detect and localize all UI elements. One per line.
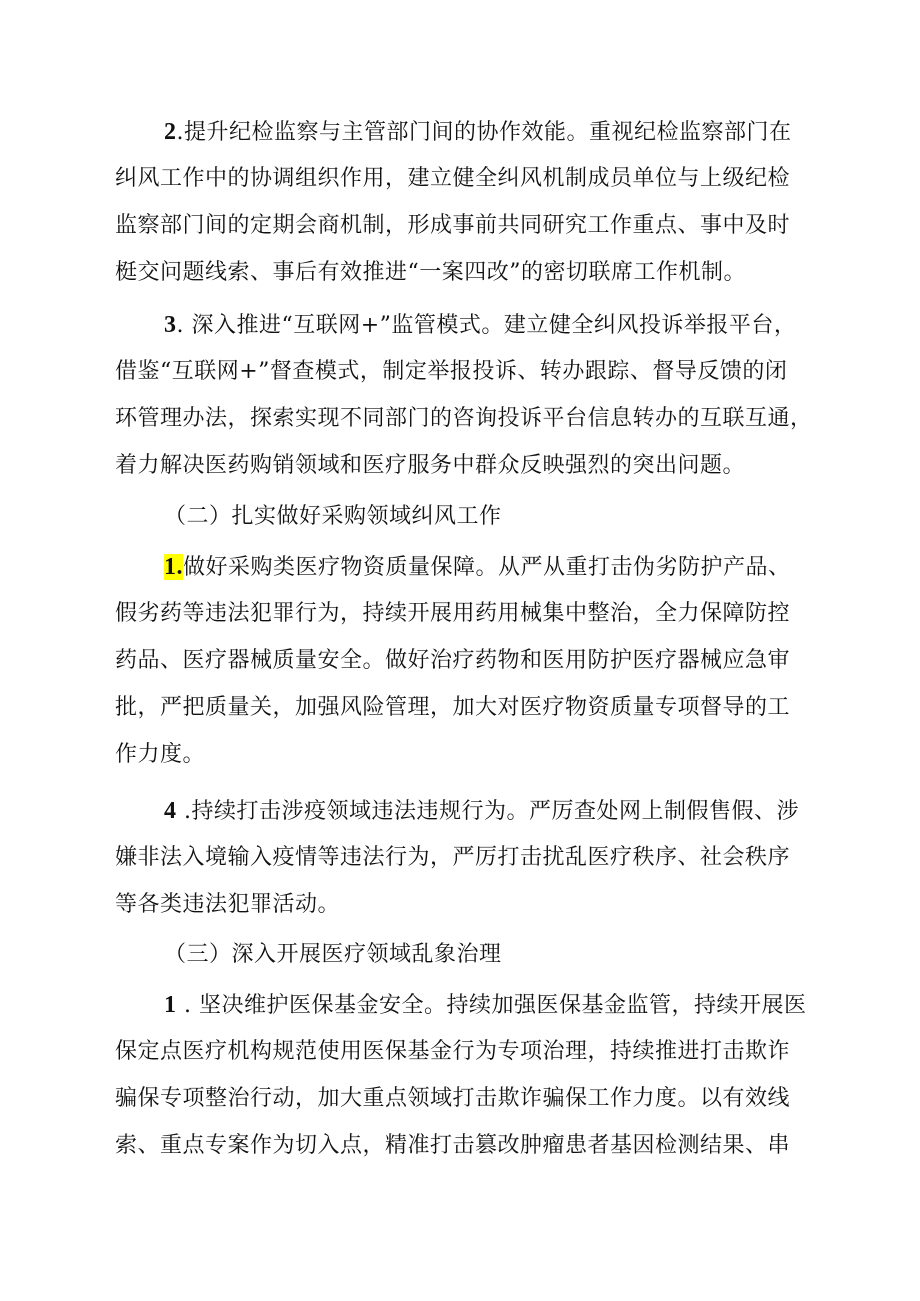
line-text: .提升纪检监察与主管部门间的协作效能。重视纪检监察部门在 [176,120,792,145]
paragraph-3-line-2: 假劣药等违法犯罪行为，持续开展用药用械集中整治，全力保障防控 [115,601,791,626]
highlighted-item-number: 1. [164,554,183,580]
paragraph-5-line-2: 保定点医疗机构规范使用医保基金行为专项治理，持续推进打击欺诈 [115,1039,791,1064]
paragraph-2-line-4: 着力解决医药购销领域和医疗服务中群众反映强烈的突出问题。 [115,453,746,478]
paragraph-3-line-5: 作力度。 [115,742,206,767]
paragraph-1-line-2: 纠风工作中的协调组织作用，建立健全纠风机制成员单位与上级纪检 [115,166,791,191]
paragraph-3-line-3: 药品、医疗器械质量安全。做好治疗药物和医用防护医疗器械应急审 [115,648,791,673]
line-text: . 坚决维护医保基金安全。持续加强医保基金监管，持续开展医 [176,993,807,1018]
paragraph-5-line-3: 骗保专项整治行动，加大重点领域打击欺诈骗保工作力度。以有效线 [115,1086,791,1111]
paragraph-5-line-1 [164,985,806,1025]
line-text: . 深入推进“互联网+”监管模式。建立健全纠风投诉举报平台， [176,313,797,338]
paragraph-4-line-1 [164,791,799,831]
section-heading-2: （二）扎实做好采购领域纠风工作 [164,504,502,529]
item-number: 1 [164,992,177,1018]
item-number: 4 [164,798,177,824]
paragraph-2-line-1 [164,305,796,345]
paragraph-4-line-3: 等各类违法犯罪活动。 [115,892,341,917]
paragraph-3-line-1 [164,547,791,587]
paragraph-2-line-2: 借鉴“互联网+”督查模式，制定举报投诉、转办跟踪、督导反馈的闭 [115,359,788,384]
paragraph-3-line-4: 批，严把质量关，加强风险管理，加大对医疗物资质量专项督导的工 [115,695,791,720]
paragraph-5-line-4: 索、重点专案作为切入点，精准打击篡改肿瘤患者基因检测结果、串 [115,1133,791,1158]
section-heading-3: （三）深入开展医疗领域乱象治理 [164,942,502,967]
line-text: 做好采购类医疗物资质量保障。从严从重打击伪劣防护产品、 [183,555,791,580]
paragraph-1-line-4: 梃交问题线索、事后有效推进“一案四改”的密切联席工作机制。 [115,260,746,285]
paragraph-4-line-2: 嫌非法入境输入疫情等违法行为，严厉打击扰乱医疗秩序、社会秩序 [115,845,791,870]
line-text: .持续打击涉疫领域违法违规行为。严厉查处网上制假售假、涉 [176,799,799,824]
item-number: 3 [164,312,177,338]
paragraph-1-line-1 [164,112,792,152]
paragraph-2-line-3: 环管理办法，探索实现不同部门的咨询投诉平台信息转办的互联互通， [115,406,813,431]
paragraph-1-line-3: 监察部门间的定期会商机制，形成事前共同研究工作重点、事中及时 [115,213,791,238]
item-number: 2 [164,119,177,145]
